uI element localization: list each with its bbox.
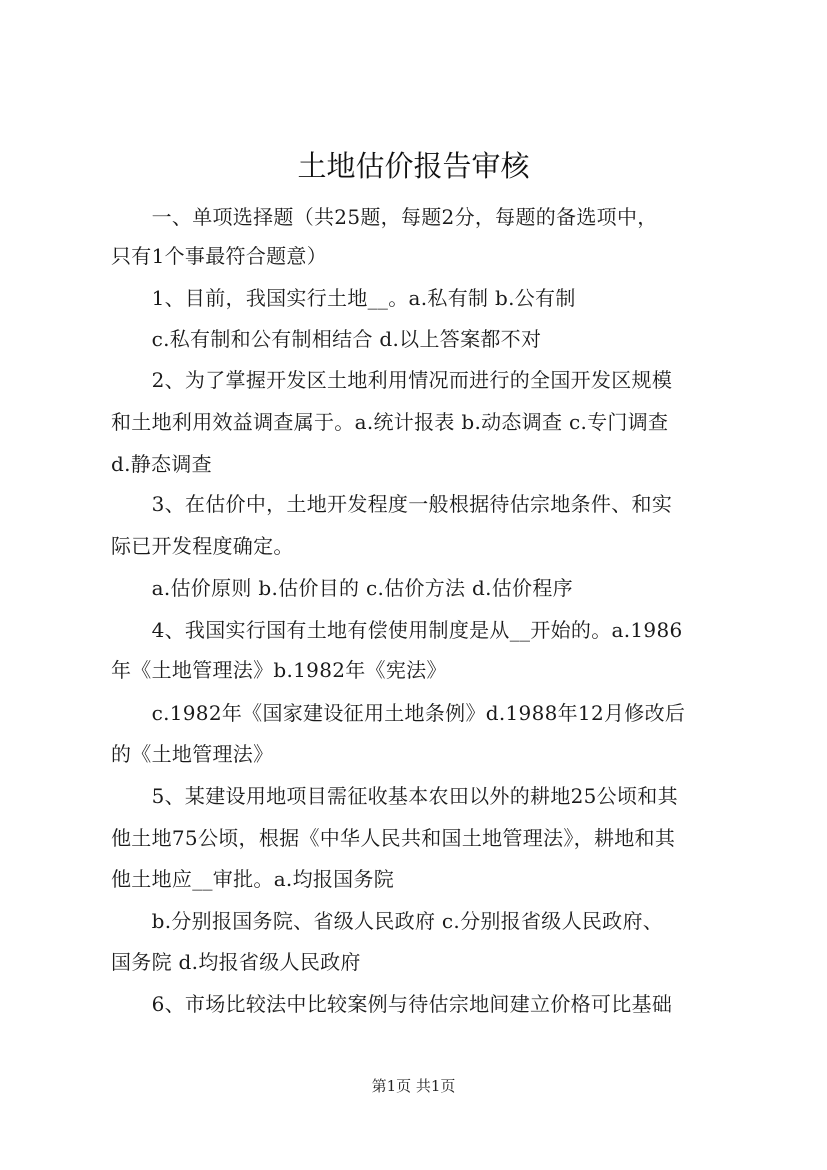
text-line: 3、在估价中，土地开发程度一般根据待估宗地条件、和实 [111,492,673,516]
text-line: 的《土地管理法》 [111,742,274,766]
page-number-footer: 第1页 共1页 [371,1077,456,1095]
text-line: 5、某建设用地项目需征收基本农田以外的耕地25公顷和其 [111,784,678,808]
text-line: 一、单项选择题（共25题，每题2分，每题的备选项中， [111,205,658,229]
text-line: 际已开发程度确定。 [111,534,294,558]
text-line: 2、为了掌握开发区土地利用情况而进行的全国开发区规模 [111,368,673,392]
text-line: c.私有制和公有制相结合 d.以上答案都不对 [111,327,542,351]
text-line: 年《土地管理法》b.1982年《宪法》 [111,658,447,682]
text-line: c.1982年《国家建设征用土地条例》d.1988年12月修改后 [111,701,686,725]
text-line: 1、目前，我国实行土地__。a.私有制 b.公有制 [111,286,576,310]
text-line: b.分别报国务院、省级人民政府 c.分别报省级人民政府、 [111,909,664,933]
text-line: 和土地利用效益调查属于。a.统计报表 b.动态调查 c.专门调查 [111,410,669,434]
text-line: 国务院 d.均报省级人民政府 [111,950,361,974]
document-title: 土地估价报告审核 [297,149,530,183]
text-line: 他土地75公顷，根据《中华人民共和国土地管理法》，耕地和其 [111,826,676,850]
text-line: 只有1个事最符合题意） [111,244,328,268]
text-line: d.静态调查 [111,452,212,476]
text-line: 4、我国实行国有土地有偿使用制度是从__开始的。a.1986 [111,618,683,642]
text-line: 6、市场比较法中比较案例与待估宗地间建立价格可比基础 [111,992,673,1016]
text-line: 他土地应__审批。a.均报国务院 [111,867,395,891]
text-line: a.估价原则 b.估价目的 c.估价方法 d.估价程序 [111,576,573,600]
